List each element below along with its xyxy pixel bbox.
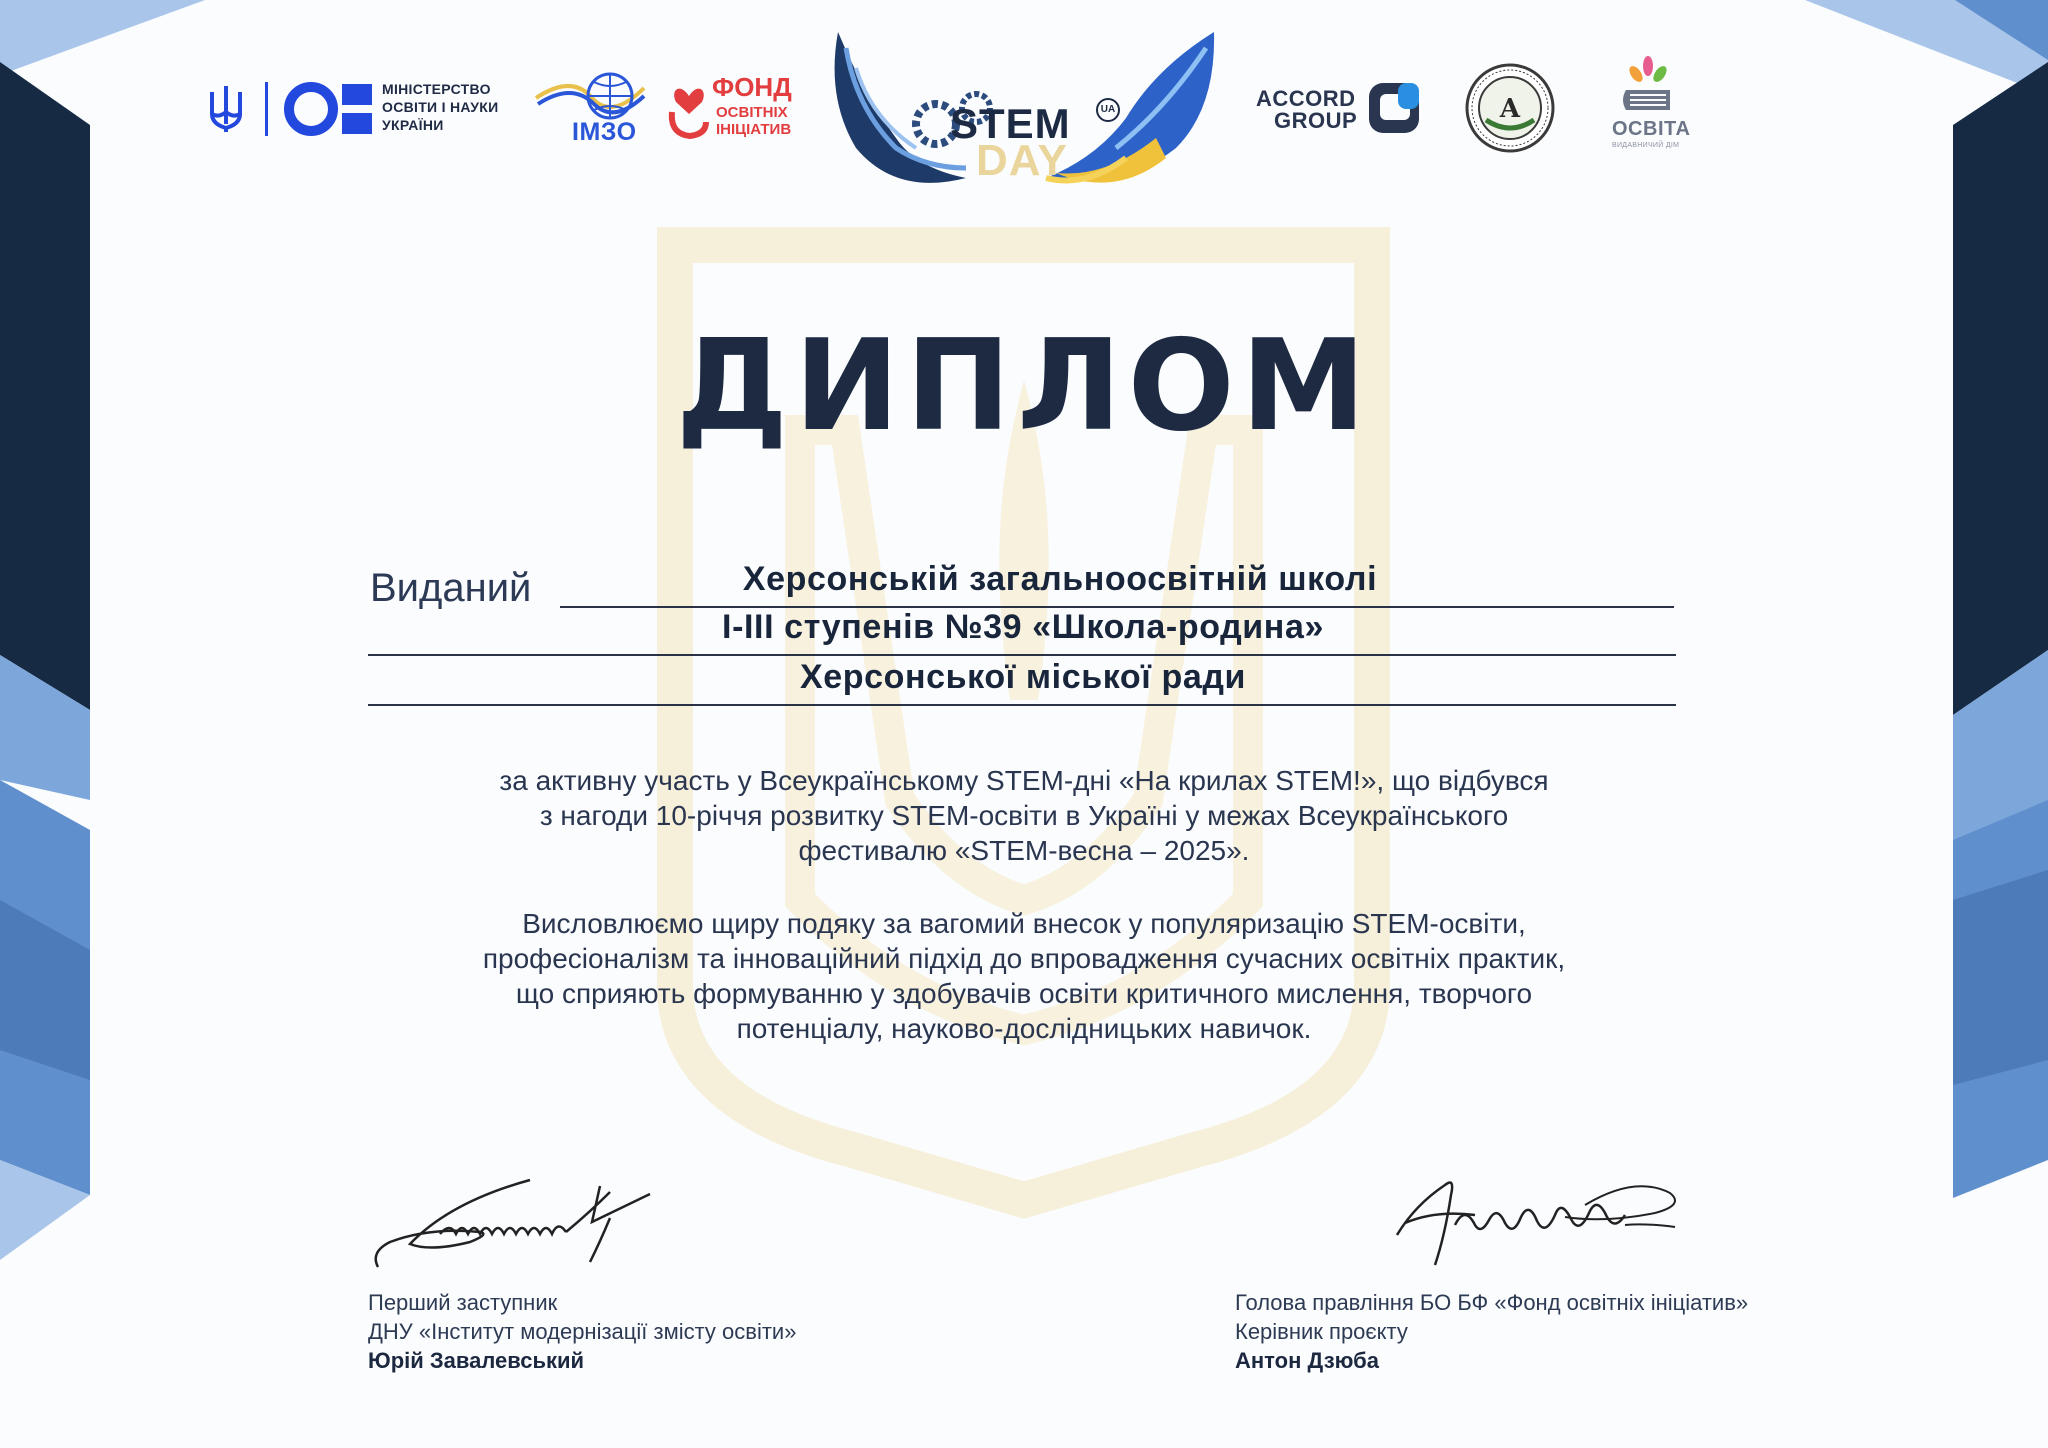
academy-seal-logo	[1464, 62, 1556, 154]
recipient-underline-3	[368, 704, 1676, 706]
signature-right	[1385, 1165, 1685, 1280]
signer-right: Голова правління БО БФ «Фонд освітніх ініціатив» Керівник проєкту Антон Дзюба	[1235, 1290, 1749, 1373]
academy-letter: А	[1499, 94, 1521, 124]
accord-square-icon	[1366, 80, 1422, 136]
ministry-logo	[208, 78, 538, 140]
hand-heart-icon	[668, 78, 710, 140]
osvita-logo: ОСВІТА ВИДАВНИЧИЙ ДІМ	[1604, 54, 1694, 154]
logo-separator	[265, 82, 268, 136]
trident-icon	[208, 84, 244, 134]
recipient-line: Херсонської міської ради	[799, 658, 1247, 696]
imzo-logo: ІМЗО	[532, 68, 648, 150]
ministry-name: МІНІСТЕРСТВО ОСВІТИ І НАУКИ УКРАЇНИ	[382, 81, 499, 133]
issued-label: Виданий	[370, 566, 532, 610]
diploma-title: ДИПЛОМ	[675, 312, 1373, 459]
recipient-underline-2	[368, 654, 1676, 656]
academy-seal-icon	[1464, 62, 1556, 154]
globe-icon	[532, 68, 648, 124]
recipient-line: Херсонській загальноосвітній школі	[742, 560, 1378, 598]
fond-logo: ФОНД ОСВІТНІХ ІНІЦІАТИВ	[668, 70, 818, 148]
signer-left: Перший заступник ДНУ «Інститут модернізації змісту освіти» Юрій Завалевський	[368, 1290, 797, 1373]
signer-name: Антон Дзюба	[1235, 1348, 1379, 1373]
stem-day-logo: STEM UA DAY	[826, 28, 1226, 200]
participation-text: за активну участь у Всеукраїнському STEM-дні «На крилах STEM!», що відбувся з нагоди 10-річчя розвитку STEM-освіти в Україні у межах Всеукраїнського фестивалю «STEM-весна – 2025».	[499, 765, 1549, 866]
recipient-line: І-ІІІ ступенів №39 «Школа-родина»	[722, 608, 1324, 646]
book-flower-icon	[1604, 54, 1694, 118]
fond-subtitle: ОСВІТНІХ ІНІЦІАТИВ	[716, 104, 792, 138]
gratitude-text: Висловлюємо щиру подяку за вагомий внесок у популяризацію STEM-освіти, професіоналізм та інноваційний підхід до впровадження сучасних освітніх практик, що сприяють формуванню у здобувачів освіти критичного мислення, творчого потенціалу, науково-дослідницьких навичок.	[482, 908, 1566, 1044]
signature-left	[370, 1172, 660, 1282]
ministry-mark-icon	[284, 80, 376, 138]
accord-group-logo: ACCORD GROUP	[1256, 80, 1428, 136]
signer-name: Юрій Завалевський	[368, 1348, 585, 1373]
